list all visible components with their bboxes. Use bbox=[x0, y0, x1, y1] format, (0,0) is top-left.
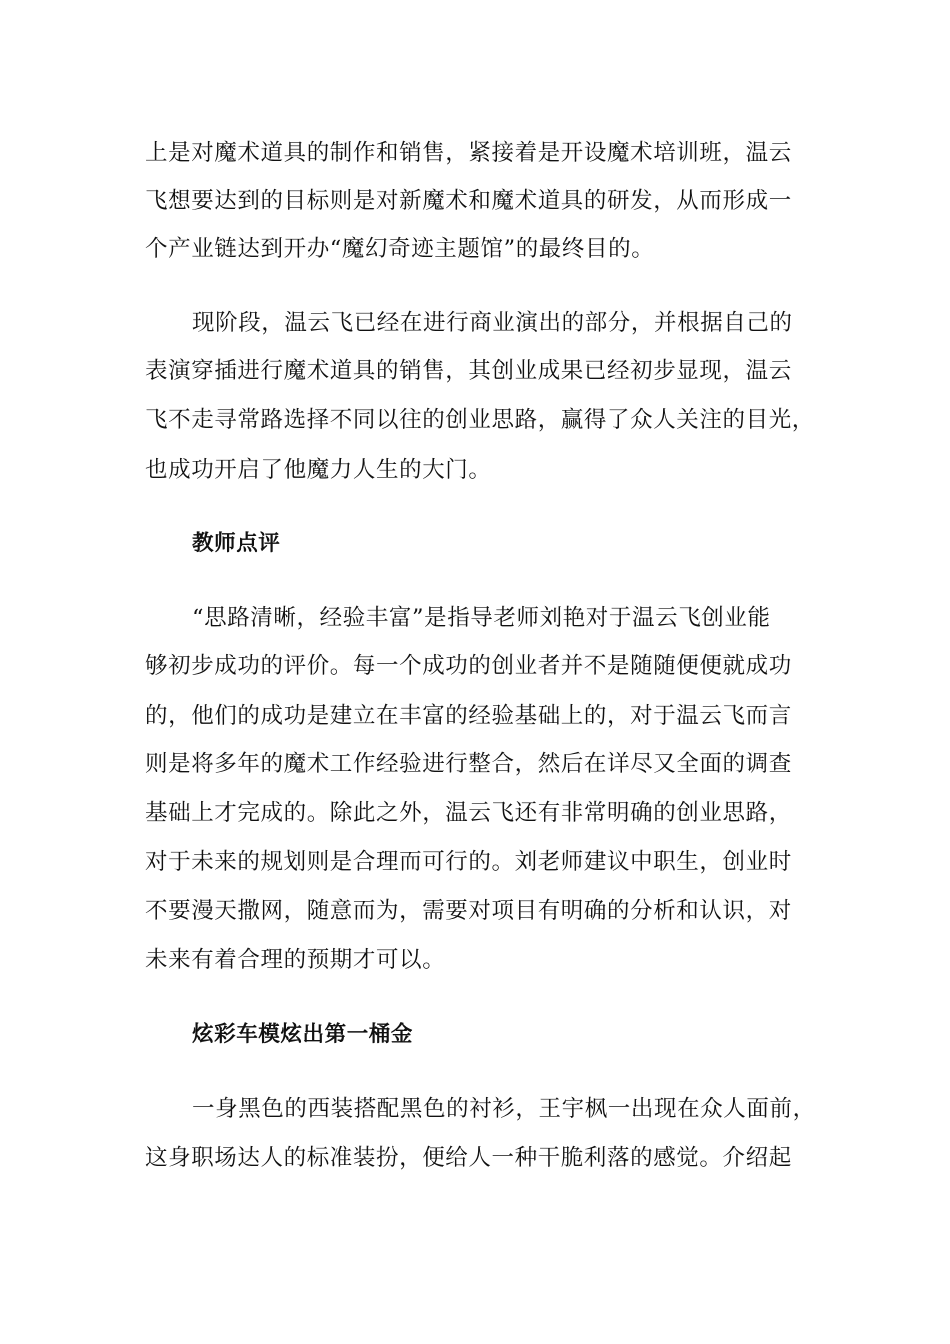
paragraph-1-line-3: 个产业链达到开办“魔幻奇迹主题馆”的最终目的。 bbox=[145, 236, 655, 262]
paragraph-2-line-3: 飞不走寻常路选择不同以往的创业思路，赢得了众人关注的目光， bbox=[145, 407, 815, 433]
paragraph-3-line-3: 的，他们的成功是建立在丰富的经验基础上的，对于温云飞而言 bbox=[145, 703, 792, 729]
paragraph-4-line-1: 一身黑色的西装搭配黑色的衬衫，王宇枫一出现在众人面前， bbox=[192, 1096, 816, 1122]
paragraph-2-line-1: 现阶段，温云飞已经在进行商业演出的部分，并根据自己的 bbox=[192, 310, 793, 336]
paragraph-3-line-2: 够初步成功的评价。每一个成功的创业者并不是随随便便就成功 bbox=[145, 653, 792, 679]
paragraph-3-line-6: 对于未来的规划则是合理而可行的。刘老师建议中职生，创业时 bbox=[145, 849, 792, 875]
paragraph-1-line-1: 上是对魔术道具的制作和销售，紧接着是开设魔术培训班，温云 bbox=[145, 140, 792, 166]
paragraph-2-line-2: 表演穿插进行魔术道具的销售，其创业成果已经初步显现，温云 bbox=[145, 358, 792, 384]
paragraph-3-line-4: 则是将多年的魔术工作经验进行整合，然后在详尽又全面的调查 bbox=[145, 751, 792, 777]
section-heading-car-model: 炫彩车模炫出第一桶金 bbox=[192, 1022, 414, 1047]
paragraph-3-line-8: 未来有着合理的预期才可以。 bbox=[145, 947, 446, 973]
paragraph-1-line-2: 飞想要达到的目标则是对新魔术和魔术道具的研发，从而形成一 bbox=[145, 188, 792, 214]
paragraph-4-line-2: 这身职场达人的标准装扮，便给人一种干脆利落的感觉。介绍起 bbox=[145, 1145, 792, 1171]
paragraph-3-line-5: 基础上才完成的。除此之外，温云飞还有非常明确的创业思路， bbox=[145, 800, 792, 826]
paragraph-2-line-4: 也成功开启了他魔力人生的大门。 bbox=[145, 457, 492, 483]
paragraph-3-line-1: “思路清晰，经验丰富”是指导老师刘艳对于温云飞创业能 bbox=[192, 605, 771, 631]
section-heading-teacher-review: 教师点评 bbox=[192, 531, 281, 556]
paragraph-3-line-7: 不要漫天撒网，随意而为，需要对项目有明确的分析和认识，对 bbox=[145, 898, 792, 924]
